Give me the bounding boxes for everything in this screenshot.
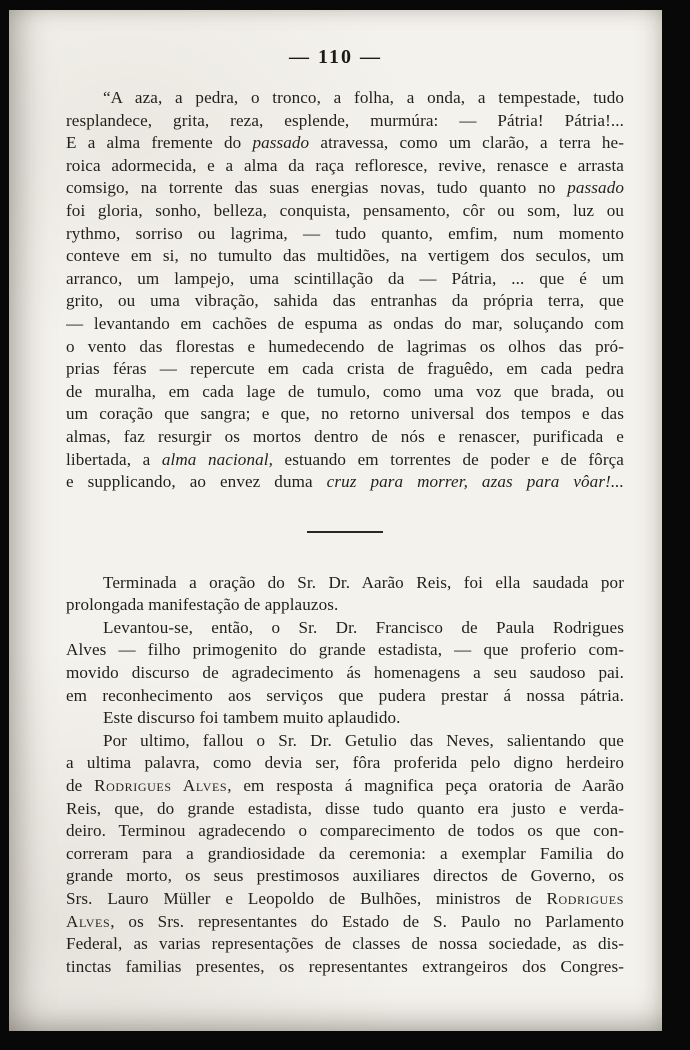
text-line	[66, 403, 624, 426]
text-segment: Alves — filho primogenito do grande estadista, — que proferio com-	[66, 640, 624, 660]
text-line	[66, 426, 624, 449]
paragraph	[66, 730, 624, 979]
text-segment: e supplicando, ao envez duma	[66, 472, 327, 492]
text-segment: grande morto, os seus prestimosos auxiliares directos de Governo, os	[66, 866, 624, 886]
text-line	[66, 132, 624, 155]
text-segment: , os Srs. representantes do Estado de S. Paulo no Parlamento	[110, 911, 624, 931]
text-segment: grito, ou uma vibração, sahida das entranhas da própria terra, que	[66, 291, 624, 311]
text-segment: libertada, a	[66, 449, 162, 469]
text-line	[66, 336, 624, 359]
paper-sheet	[9, 10, 662, 1031]
text-line	[66, 933, 624, 956]
page-text	[66, 87, 624, 978]
text-line	[66, 245, 624, 268]
text-line	[66, 843, 624, 866]
text-segment: resplandece, grita, reza, esplende, murmúra: — Pátria! Pátria!...	[66, 110, 624, 130]
text-line	[66, 775, 624, 798]
text-segment: Por ultimo, fallou o Sr. Dr. Getulio das Neves, salientando que	[103, 730, 624, 750]
text-line	[66, 911, 624, 934]
text-segment: almas, faz resurgir os mortos dentro de nós e renascer, purificada e	[66, 426, 624, 446]
text-segment: Reis, que, do grande estadista, disse tudo quanto era justo e verda-	[66, 798, 624, 818]
smallcaps-name: Alves	[66, 911, 111, 931]
text-line	[66, 223, 624, 246]
text-segment: E a alma fremente do	[66, 133, 253, 153]
text-line	[66, 865, 624, 888]
italic-text: cruz para morrer, azas para vôar!...	[326, 472, 624, 492]
text-segment: atravessa, como um clarão, a terra he-	[309, 133, 624, 153]
text-segment: movido discurso de agradecimento ás homenagens a seu saudoso pai.	[66, 663, 624, 683]
text-segment: roica adormecida, e a alma da raça refloresce, revive, renasce e arrasta	[66, 155, 624, 175]
text-line	[66, 449, 624, 472]
text-segment: — levantando em cachões de espuma as ondas do mar, soluçando com	[66, 313, 624, 333]
text-line	[66, 685, 624, 708]
text-segment: a ultima palavra, como devia ser, fôra proferida pelo digno herdeiro	[66, 753, 624, 773]
text-line	[66, 594, 624, 617]
text-line	[66, 956, 624, 979]
text-line	[66, 707, 624, 730]
paragraph	[66, 572, 624, 617]
text-line	[66, 888, 624, 911]
text-line	[66, 155, 624, 178]
text-segment: de muralha, em cada lage de tumulo, como uma voz que brada, ou	[66, 381, 624, 401]
text-segment: rythmo, sorriso ou lagrima, — tudo quanto, emfim, num momento	[66, 223, 624, 243]
text-line	[66, 313, 624, 336]
text-line	[66, 572, 624, 595]
text-segment: Federal, as varias representações de classes de nossa sociedade, as dis-	[66, 934, 624, 954]
text-segment: deiro. Terminou agradecendo o comparecimento de todos os que con-	[66, 821, 624, 841]
italic-text: passado	[252, 133, 310, 153]
text-segment: de	[66, 776, 95, 796]
smallcaps-name: Rodrigues Alves	[94, 776, 228, 796]
text-line	[66, 268, 624, 291]
text-segment: prias féras — repercute em cada crista de fraguêdo, em cada pedra	[66, 359, 624, 379]
text-segment: correram para a grandiosidade da ceremonia: a exemplar Familia do	[66, 843, 624, 863]
paragraph	[66, 617, 624, 707]
text-line	[66, 820, 624, 843]
text-segment: foi gloria, sonho, belleza, conquista, pensamento, côr ou som, luz ou	[66, 200, 624, 220]
smallcaps-name: Rodrigues	[546, 889, 624, 908]
text-segment: Este discurso foi tambem muito aplaudido.	[103, 708, 401, 728]
text-line	[66, 200, 624, 223]
italic-text: passado	[567, 178, 624, 198]
text-line	[66, 471, 624, 494]
text-line	[66, 752, 624, 775]
text-line	[66, 358, 624, 381]
text-line	[66, 730, 624, 753]
text-segment: estuando em torrentes de poder e de fôrça	[272, 449, 624, 469]
text-segment: “A aza, a pedra, o tronco, a folha, a onda, a tempestade, tudo	[103, 88, 624, 107]
text-line	[66, 290, 624, 313]
paragraph	[66, 87, 624, 494]
text-line	[66, 798, 624, 821]
page-number-heading: — 110 —	[289, 46, 382, 68]
text-line	[66, 639, 624, 662]
text-segment: conteve em si, no tumulto das multidões, na vertigem dos seculos, um	[66, 246, 624, 266]
text-segment: tinctas familias presentes, os representantes extrangeiros dos Congres-	[66, 956, 624, 976]
text-segment: um coração que sangra; e que, no retorno universal dos tempos e das	[66, 404, 624, 424]
text-line	[66, 617, 624, 640]
text-segment: prolongada manifestação de applauzos.	[66, 595, 339, 615]
text-segment: comsigo, na torrente das suas energias novas, tudo quanto no	[66, 178, 568, 198]
text-segment: , em resposta á magnifica peça oratoria de Aarão	[227, 776, 624, 796]
text-line	[66, 87, 624, 110]
text-segment: Srs. Lauro Müller e Leopoldo de Bulhões, ministros de	[66, 889, 547, 908]
italic-text: alma nacional,	[161, 449, 273, 469]
section-separator	[307, 531, 383, 533]
text-segment: Levantou-se, então, o Sr. Dr. Francisco de Paula Rodrigues	[103, 617, 624, 637]
text-segment: Terminada a oração do Sr. Dr. Aarão Reis, foi ella saudada por	[103, 572, 624, 592]
text-segment: arranco, um lampejo, uma scintillação da — Pátria, ... que é um	[66, 268, 624, 288]
text-segment: o vento das florestas e humedecendo de lagrimas os olhos das pró-	[66, 336, 624, 356]
text-line	[66, 177, 624, 200]
text-line	[66, 110, 624, 133]
paragraph	[66, 707, 624, 730]
text-line	[66, 381, 624, 404]
text-segment: em reconhecimento aos serviços que pudera prestar á nossa pátria.	[66, 685, 624, 705]
text-line	[66, 662, 624, 685]
